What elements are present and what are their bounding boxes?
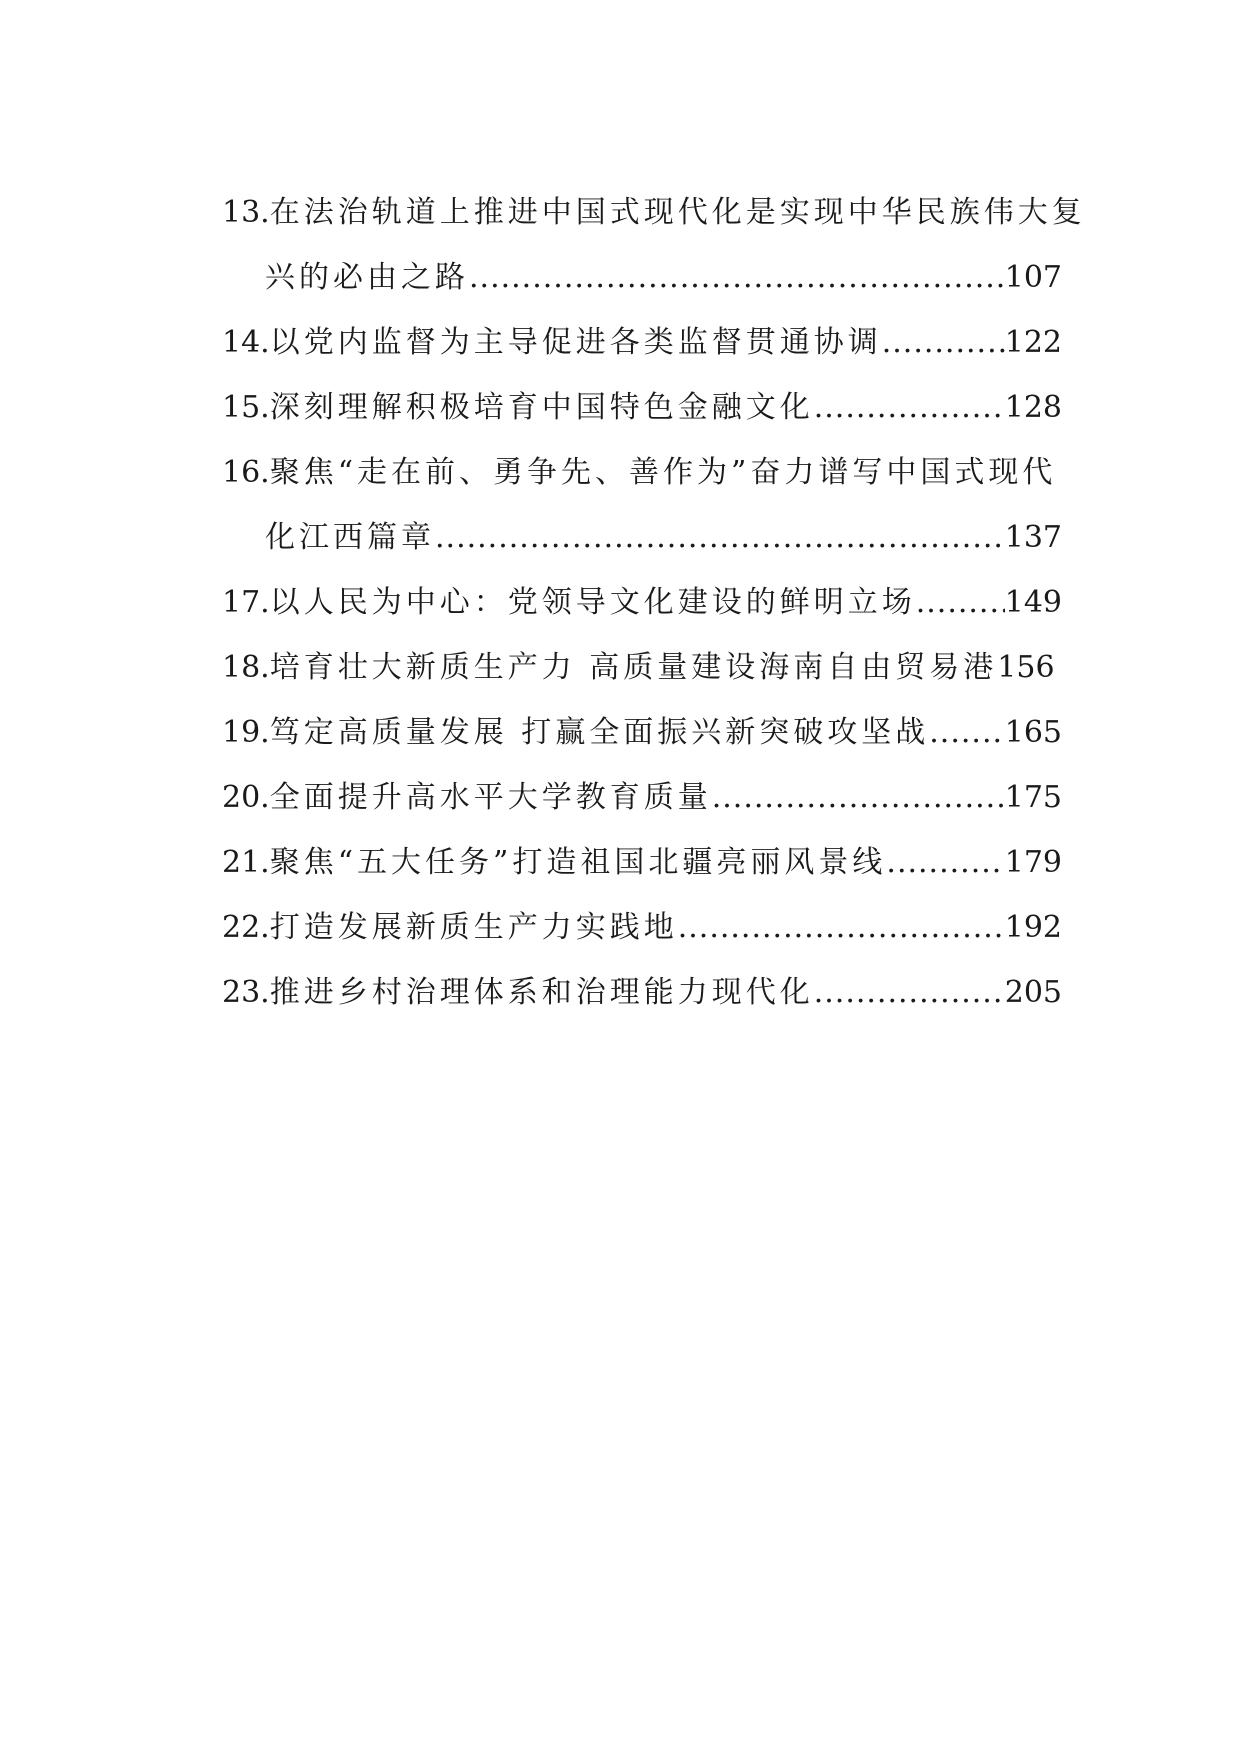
dot-leader [916, 570, 1005, 635]
toc-entry-title: 全面提升高水平大学教育质量 [269, 780, 712, 815]
toc-entry-line [222, 570, 1062, 635]
toc-entry-line [222, 700, 1062, 765]
toc-entry-line [222, 635, 1062, 700]
toc-entry-number: 18. [222, 650, 270, 685]
toc-entry-line [222, 960, 1062, 1025]
dot-leader [435, 505, 1005, 570]
toc-entry-page: 179 [1004, 845, 1062, 880]
toc-entry-title: 在法治轨道上推进中国式现代化是实现中华民族伟大复 [269, 195, 1086, 230]
dot-leader [882, 310, 1005, 375]
toc-entry-number: 13. [222, 195, 270, 230]
toc-entry-number: 20. [222, 780, 270, 815]
toc-entry-title: 打造发展新质生产力实践地 [269, 910, 678, 945]
toc-entry-line [222, 440, 1062, 505]
toc-entry-line [222, 245, 1062, 310]
toc-entry-page: 107 [1004, 260, 1062, 295]
dot-leader [814, 960, 1005, 1025]
dot-leader [814, 375, 1005, 440]
toc-entry-page: 122 [1004, 325, 1062, 360]
toc-entry-title: 聚焦“走在前、勇争先、善作为”奋力谱写中国式现代 [269, 455, 1057, 490]
dot-leader [929, 700, 1004, 765]
toc-entry-title: 以党内监督为主导促进各类监督贯通协调 [269, 325, 882, 360]
toc-entry-20[interactable] [222, 765, 1062, 830]
dot-leader [469, 245, 1005, 310]
toc-entry-number: 23. [222, 975, 270, 1010]
toc-entry-line [222, 765, 1062, 830]
toc-entry-number: 15. [222, 390, 270, 425]
toc-entry-line [222, 505, 1062, 570]
toc-entry-number: 17. [222, 585, 270, 620]
dot-leader [678, 895, 1005, 960]
toc-entry-page: 128 [1004, 390, 1062, 425]
toc-entry-title: 培育壮大新质生产力 高质量建设海南自由贸易港 [269, 650, 998, 685]
toc-entry-line [222, 180, 1086, 245]
toc-entry-title: 深刻理解积极培育中国特色金融文化 [269, 390, 814, 425]
toc-entry-line [222, 310, 1062, 375]
toc-entry-title: 聚焦“五大任务”打造祖国北疆亮丽风景线 [269, 845, 887, 880]
toc-entry-16[interactable] [222, 440, 1062, 570]
toc-entry-23[interactable] [222, 960, 1062, 1025]
toc-entry-title: 以人民为中心：党领导文化建设的鲜明立场 [269, 585, 916, 620]
toc-entry-page: 192 [1004, 910, 1062, 945]
dot-leader [712, 765, 1005, 830]
toc-entry-number: 22. [222, 910, 270, 945]
toc-entry-18[interactable] [222, 635, 1062, 700]
toc-entry-title-continued: 化江西篇章 [265, 520, 435, 555]
toc-entry-page: 205 [1004, 975, 1062, 1010]
toc-entry-line [222, 895, 1062, 960]
toc-entry-number: 16. [222, 455, 270, 490]
toc-entry-page: 137 [1004, 520, 1062, 555]
toc-entry-14[interactable] [222, 310, 1062, 375]
toc-entry-title: 推进乡村治理体系和治理能力现代化 [269, 975, 814, 1010]
toc-entry-13[interactable] [222, 180, 1086, 310]
toc-entry-title-continued: 兴的必由之路 [265, 260, 469, 295]
toc-entry-15[interactable] [222, 375, 1062, 440]
toc-entry-19[interactable] [222, 700, 1062, 765]
toc-entry-22[interactable] [222, 895, 1062, 960]
toc-entry-number: 19. [222, 715, 270, 750]
dot-leader [886, 830, 1004, 895]
toc-entry-line [222, 830, 1062, 895]
toc-entry-page: 175 [1004, 780, 1062, 815]
toc-entry-17[interactable] [222, 570, 1062, 635]
toc-entry-21[interactable] [222, 830, 1062, 895]
toc-entry-title: 笃定高质量发展 打赢全面振兴新突破攻坚战 [269, 715, 930, 750]
toc-entry-page: 156 [997, 650, 1055, 685]
toc-entry-number: 21. [222, 845, 270, 880]
toc-entry-page: 165 [1004, 715, 1062, 750]
toc-entry-line [222, 375, 1062, 440]
toc-entry-page: 149 [1004, 585, 1062, 620]
table-of-contents [222, 180, 1086, 1025]
toc-entry-number: 14. [222, 325, 270, 360]
